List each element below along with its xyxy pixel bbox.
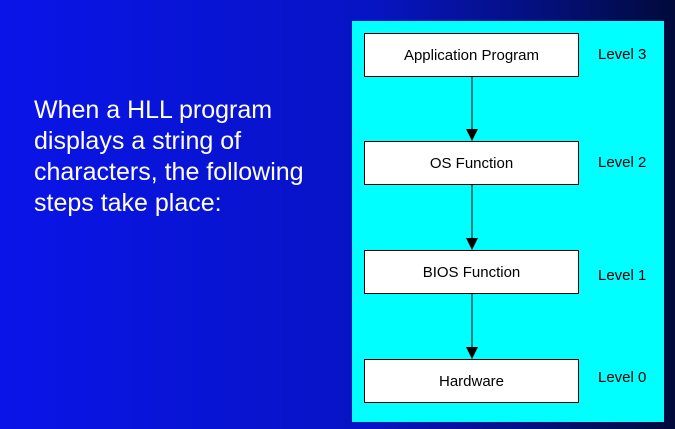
level-label-2: Level 2 [598,154,647,171]
arrow-down-icon [466,185,478,250]
layer-box-os-function: OS Function [364,141,579,185]
arrow-down-icon [466,77,478,141]
hierarchy-diagram-panel [352,21,664,422]
level-label-3: Level 3 [598,46,647,63]
layer-box-application-program: Application Program [364,33,579,77]
level-label-0: Level 0 [598,369,647,386]
level-label-1: Level 1 [598,267,647,284]
layer-box-hardware: Hardware [364,359,579,403]
layer-box-bios-function: BIOS Function [364,250,579,294]
arrow-down-icon [466,294,478,359]
intro-text: When a HLL program displays a string of characters, the following steps take place: [34,96,304,217]
